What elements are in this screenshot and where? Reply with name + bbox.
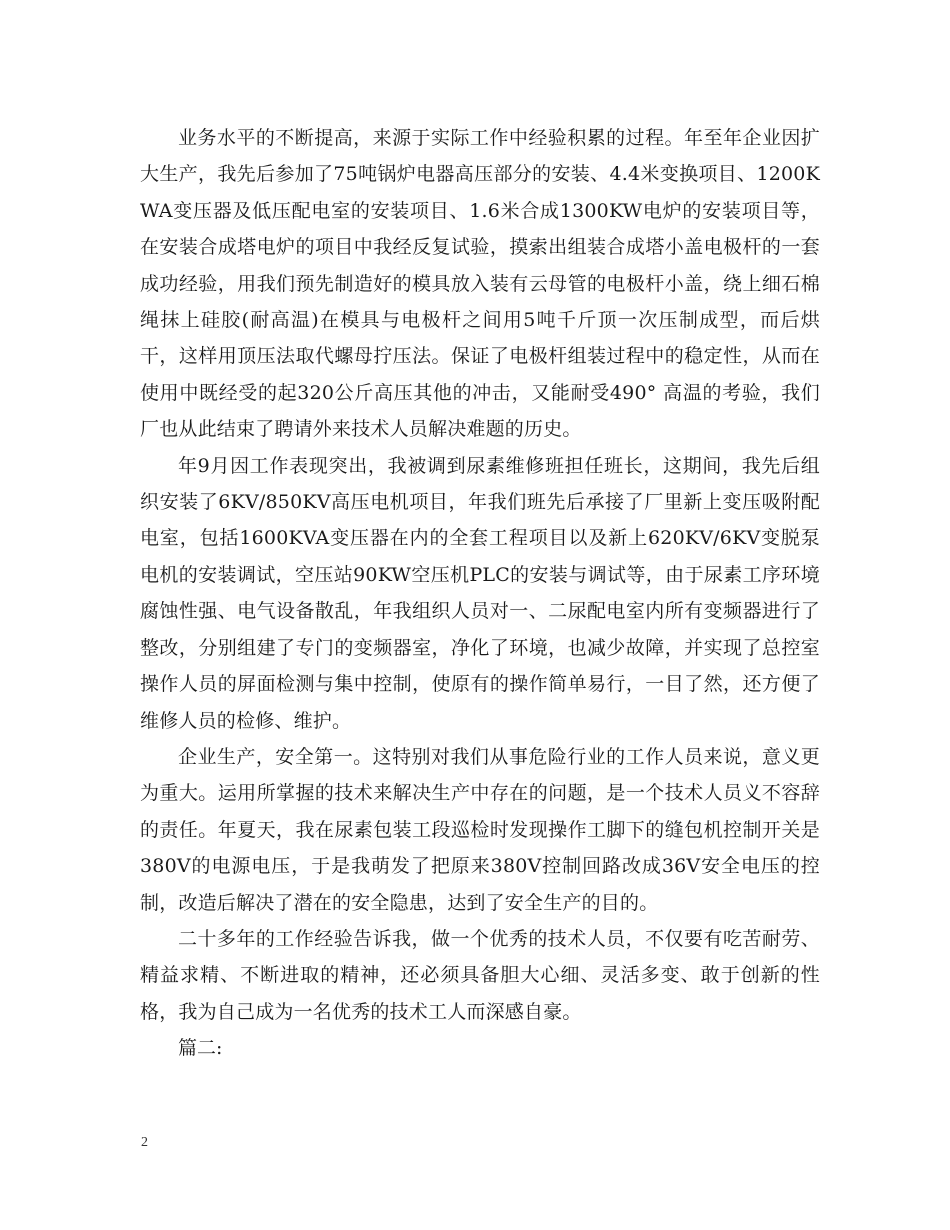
paragraph-experience: 业务水平的不断提高，来源于实际工作中经验积累的过程。年至年企业因扩大生产，我先后参加了75吨锅炉电器高压部分的安装、4.4米变换项目、1200KWA变压器及低压配电室的安装项目、1.6米合成1300KW电炉的安装项目等，在安装合成塔电炉的项目中我经反复试验，摸索出组装合成塔小盖电极杆的一套成功经验，用我们预先制造好的模具放入装有云母管的电极杆小盖，绕上细石棉绳抹上硅胶(耐高温)在模具与电极杆之间用5吨千斤顶一次压制成型，而后烘干，这样用顶压法取代螺母拧压法。保证了电极杆组装过程中的稳定性，从而在使用中既经受的起320公斤高压其他的冲击，又能耐受490° 高温的考验，我们厂也从此结束了聘请外来技术人员解决难题的历史。 [140, 127, 820, 441]
paragraph-safety: 企业生产，安全第一。这特别对我们从事危险行业的工作人员来说，意义更为重大。运用所掌握的技术来解决生产中存在的问题，是一个技术人员义不容辞的责任。年夏天，我在尿素包装工段巡检时发现操作工脚下的缝包机控制开关是380V的电源电压，于是我萌发了把原来380V控制回路改成36V安全电压的控制，改造后解决了潜在的安全隐患，达到了安全生产的目的。 [140, 745, 820, 914]
paragraph-conclusion: 二十多年的工作经验告诉我，做一个优秀的技术人员，不仅要有吃苦耐劳、精益求精、不断进取的精神，还必须具备胆大心细、灵活多变、敢于创新的性格，我为自己成为一名优秀的技术工人而深感自豪。 [140, 927, 820, 1023]
page-number: 2 [141, 1135, 148, 1150]
section-heading: 篇二: [178, 1037, 223, 1060]
document-body [140, 120, 820, 1067]
paragraph-maintenance-team: 年9月因工作表现突出，我被调到尿素维修班担任班长，这期间，我先后组织安装了6KV/850KV高压电机项目，年我们班先后承接了厂里新上变压吸附配电室，包括1600KVA变压器在内的全套工程项目以及新上620KV/6KV变脱泵电机的安装调试，空压站90KW空压机PLC的安装与调试等，由于尿素工序环境腐蚀性强、电气设备散乱，年我组织人员对一、二尿配电室内所有变频器进行了整改，分别组建了专门的变频器室，净化了环境，也减少故障，并实现了总控室操作人员的屏面检测与集中控制，使原有的操作简单易行，一目了然，还方便了维修人员的检修、维护。 [140, 454, 820, 732]
